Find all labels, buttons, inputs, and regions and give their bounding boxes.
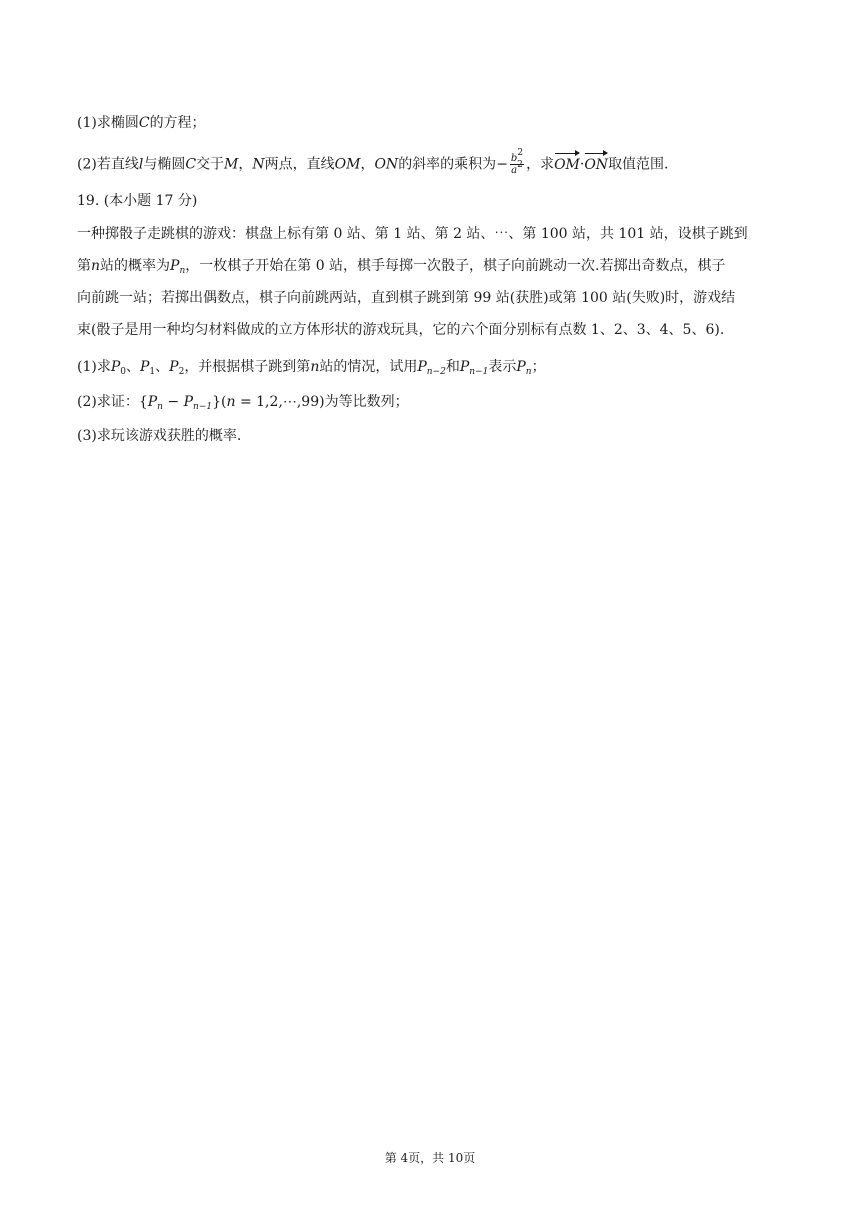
fraction-denominator <box>510 160 524 176</box>
q19-intro-line2 <box>77 256 726 276</box>
q18-part2-text-d: 两点，直线 <box>264 156 335 173</box>
var-P: P <box>516 359 526 375</box>
var-n: n <box>226 394 236 410</box>
var-P: P <box>147 394 158 410</box>
var-P: P <box>169 359 179 375</box>
var-n: n <box>310 359 320 375</box>
q19-part1 <box>77 357 546 377</box>
vector-OM: OM <box>554 156 580 173</box>
q19-part3: (3)求玩该游戏获胜的概率. <box>77 428 242 444</box>
minus-sign: − <box>496 156 508 173</box>
separator: 、 <box>155 359 170 375</box>
subscript: n <box>179 266 186 276</box>
var-P: P <box>183 394 194 410</box>
subscript: n <box>525 367 532 377</box>
q18-part2-text-b: 与椭圆 <box>143 156 186 173</box>
q19-heading: 19. (本小题 17 分) <box>77 193 198 209</box>
q18-part1-suffix: 的方程； <box>149 115 206 131</box>
var-P: P <box>170 258 180 274</box>
subscript: n−2 <box>426 367 446 377</box>
vector-ON: ON <box>584 156 609 173</box>
var-l: l <box>138 156 144 173</box>
q19-part1-text: ； <box>531 359 546 375</box>
var-b: b <box>510 153 518 164</box>
subscript: n <box>157 402 163 412</box>
exponent: 2 <box>517 160 523 170</box>
var-P: P <box>110 359 121 375</box>
page-footer: 第 4页，共 10页 <box>384 1151 476 1165</box>
fraction-b2-over-a2 <box>510 148 524 176</box>
q19-part2-text: (2)求证：{ <box>77 394 148 410</box>
var-ON: ON <box>374 156 399 173</box>
q18-part2-text-a: (2)若直线 <box>77 156 139 173</box>
q18-part2 <box>77 148 669 176</box>
subscript: 0 <box>120 367 126 377</box>
separator: 、 <box>126 359 140 375</box>
q19-part1-text: 站的情况，试用 <box>319 359 418 375</box>
var-C: C <box>138 115 150 131</box>
var-M: M <box>224 156 239 173</box>
punct-comma: ， <box>360 156 375 173</box>
q19-intro-text: 第 <box>77 258 91 274</box>
var-OM: OM <box>334 156 361 173</box>
q18-part2-text-g: 取值范围. <box>608 156 669 173</box>
subscript: 2 <box>178 367 185 377</box>
q19-intro-line1: 一种掷骰子走跳棋的游戏：棋盘上标有第 0 站、第 1 站、第 2 站、⋯、第 100 站，共 101 站，设棋子跳到 <box>77 226 748 242</box>
q19-intro-line3: 向前跳一站；若掷出偶数点，棋子向前跳两站，直到棋子跳到第 99 站(获胜)或第 100 站(失败)时，游戏结 <box>77 290 736 306</box>
q19-intro-text: 站的概率为 <box>100 258 171 274</box>
dot-operator: · <box>579 156 585 173</box>
q19-part2-text: = 1,2,⋯,99)为等比数列； <box>235 394 409 410</box>
q19-part2 <box>77 392 409 412</box>
var-P: P <box>140 359 150 375</box>
punct-comma: ， <box>238 156 253 173</box>
q18-part1-prefix: (1)求椭圆 <box>77 115 139 131</box>
exponent: 2 <box>517 148 524 158</box>
q19-part1-text: 和 <box>445 359 460 375</box>
subscript: n−1 <box>193 402 213 412</box>
var-N: N <box>252 156 265 173</box>
q19-part1-text: 表示 <box>488 359 517 375</box>
q19-part1-text: (1)求 <box>77 359 111 375</box>
q18-part2-text-f: ，求 <box>526 156 555 173</box>
var-a: a <box>511 165 518 176</box>
q19-intro-line4: 束(骰子是用一种均匀材料做成的立方体形状的游戏玩具，它的六个面分别标有点数 1、2、3、4、5、6). <box>77 322 725 338</box>
q19-intro-text: ，一枚棋子开始在第 0 站，棋手每掷一次骰子，棋子向前跳动一次.若掷出奇数点，棋子 <box>185 258 726 274</box>
var-C: C <box>185 156 197 173</box>
subscript: 1 <box>149 367 156 377</box>
minus-sign: − <box>162 394 184 410</box>
q18-part2-text-c: 交于 <box>196 156 225 173</box>
q19-part2-text: }( <box>212 394 227 410</box>
q19-part1-text: ，并根据棋子跳到第 <box>184 359 311 375</box>
var-P: P <box>459 359 470 375</box>
subscript: n−1 <box>469 367 489 377</box>
q18-part1 <box>77 113 206 133</box>
var-P: P <box>417 359 427 375</box>
var-n: n <box>91 258 101 274</box>
q18-part2-text-e: 的斜率的乘积为 <box>398 156 497 173</box>
